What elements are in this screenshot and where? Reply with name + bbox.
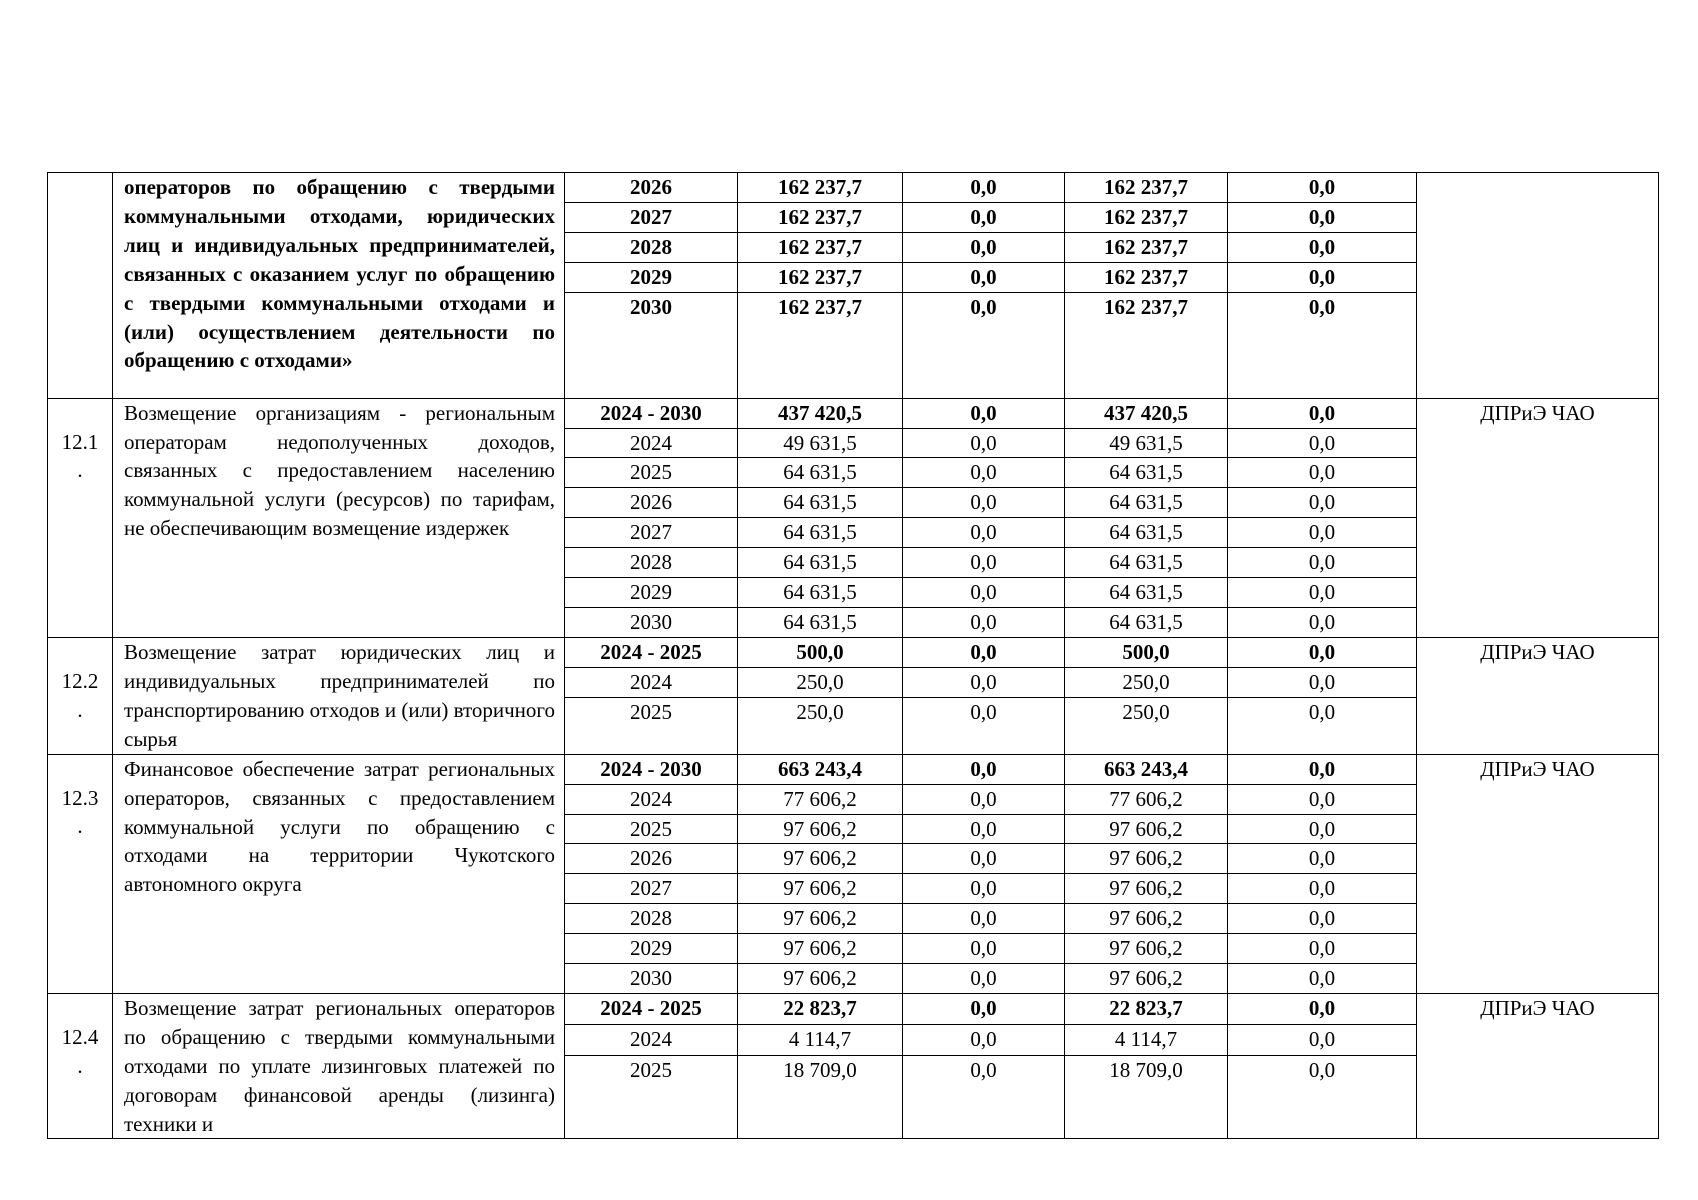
total-cell: 4 114,7 xyxy=(738,1024,903,1055)
other-cell: 0,0 xyxy=(1228,934,1417,964)
regional-cell: 64 631,5 xyxy=(1065,548,1228,578)
responsible-cell: ДПРиЭ ЧАО xyxy=(1417,754,1659,993)
item-number: 12.2 xyxy=(61,668,99,693)
federal-cell: 0,0 xyxy=(903,1024,1065,1055)
total-cell: 64 631,5 xyxy=(738,488,903,518)
total-cell: 18 709,0 xyxy=(738,1055,903,1139)
federal-cell: 0,0 xyxy=(903,292,1065,398)
federal-cell: 0,0 xyxy=(903,814,1065,844)
item-name: Возмещение организациям - региональным операторам недополученных доходов, связанных с предоставлением населению коммунальной услуги (ресурсов) по тарифам, не обеспечивающим возмещение издержек xyxy=(113,398,565,637)
item-name: Возмещение затрат юридических лиц и индивидуальных предпринимателей по транспортированию отходов и (или) вторичного сырья xyxy=(113,637,565,754)
regional-cell: 500,0 xyxy=(1065,637,1228,667)
other-cell: 0,0 xyxy=(1228,173,1417,203)
year-cell: 2029 xyxy=(565,934,738,964)
other-cell: 0,0 xyxy=(1228,637,1417,667)
federal-cell: 0,0 xyxy=(903,993,1065,1024)
year-cell: 2024 xyxy=(565,1024,738,1055)
item-name: операторов по обращению с твердыми коммунальными отходами, юридических лиц и индивидуальных предпринимателей, связанных с оказанием услуг по обращению с твердыми коммунальными отходами и (или) осуществлением деятельности по обращению с отходами» xyxy=(113,173,565,399)
regional-cell: 162 237,7 xyxy=(1065,292,1228,398)
responsible-cell xyxy=(1417,173,1659,399)
regional-cell: 97 606,2 xyxy=(1065,814,1228,844)
regional-cell: 162 237,7 xyxy=(1065,202,1228,232)
year-cell: 2026 xyxy=(565,488,738,518)
other-cell: 0,0 xyxy=(1228,232,1417,262)
regional-cell: 22 823,7 xyxy=(1065,993,1228,1024)
federal-cell: 0,0 xyxy=(903,458,1065,488)
total-cell: 250,0 xyxy=(738,697,903,754)
federal-cell: 0,0 xyxy=(903,784,1065,814)
item-name: Финансовое обеспечение затрат региональных операторов, связанных с предоставлением коммунальной услуги по обращению с отходами на территории Чукотского автономного округа xyxy=(113,754,565,993)
other-cell: 0,0 xyxy=(1228,262,1417,292)
year-cell: 2024 - 2030 xyxy=(565,754,738,784)
regional-cell: 64 631,5 xyxy=(1065,607,1228,637)
regional-cell: 162 237,7 xyxy=(1065,173,1228,203)
total-cell: 500,0 xyxy=(738,637,903,667)
other-cell: 0,0 xyxy=(1228,458,1417,488)
other-cell: 0,0 xyxy=(1228,697,1417,754)
total-cell: 64 631,5 xyxy=(738,578,903,608)
item-number-cell xyxy=(48,173,113,399)
other-cell: 0,0 xyxy=(1228,904,1417,934)
item-number: 12.4 xyxy=(61,1024,99,1049)
year-cell: 2028 xyxy=(565,232,738,262)
total-cell: 77 606,2 xyxy=(738,784,903,814)
other-cell: 0,0 xyxy=(1228,844,1417,874)
regional-cell: 250,0 xyxy=(1065,667,1228,697)
item-number-cell xyxy=(48,398,113,637)
other-cell: 0,0 xyxy=(1228,578,1417,608)
item-number-suffix: . xyxy=(77,814,83,839)
table-row xyxy=(48,398,1659,428)
regional-cell: 64 631,5 xyxy=(1065,488,1228,518)
other-cell: 0,0 xyxy=(1228,488,1417,518)
total-cell: 162 237,7 xyxy=(738,292,903,398)
other-cell: 0,0 xyxy=(1228,754,1417,784)
table-row xyxy=(48,993,1659,1024)
total-cell: 97 606,2 xyxy=(738,964,903,994)
other-cell: 0,0 xyxy=(1228,784,1417,814)
federal-cell: 0,0 xyxy=(903,667,1065,697)
item-number-cell xyxy=(48,637,113,754)
total-cell: 64 631,5 xyxy=(738,458,903,488)
year-cell: 2030 xyxy=(565,964,738,994)
other-cell: 0,0 xyxy=(1228,518,1417,548)
item-name: Возмещение затрат региональных операторов по обращению с твердыми коммунальными отходами по уплате лизинговых платежей по договорам финансовой аренды (лизинга) техники и xyxy=(113,993,565,1139)
year-cell: 2029 xyxy=(565,262,738,292)
regional-cell: 18 709,0 xyxy=(1065,1055,1228,1139)
responsible-cell: ДПРиЭ ЧАО xyxy=(1417,637,1659,754)
responsible-cell: ДПРиЭ ЧАО xyxy=(1417,993,1659,1139)
total-cell: 162 237,7 xyxy=(738,232,903,262)
year-cell: 2029 xyxy=(565,578,738,608)
regional-cell: 64 631,5 xyxy=(1065,518,1228,548)
year-cell: 2030 xyxy=(565,607,738,637)
regional-cell: 97 606,2 xyxy=(1065,904,1228,934)
year-cell: 2024 - 2025 xyxy=(565,993,738,1024)
federal-cell: 0,0 xyxy=(903,964,1065,994)
table-row xyxy=(48,173,1659,203)
other-cell: 0,0 xyxy=(1228,964,1417,994)
other-cell: 0,0 xyxy=(1228,548,1417,578)
total-cell: 162 237,7 xyxy=(738,202,903,232)
year-cell: 2028 xyxy=(565,904,738,934)
regional-cell: 437 420,5 xyxy=(1065,398,1228,428)
other-cell: 0,0 xyxy=(1228,667,1417,697)
regional-cell: 97 606,2 xyxy=(1065,964,1228,994)
federal-cell: 0,0 xyxy=(903,934,1065,964)
federal-cell: 0,0 xyxy=(903,754,1065,784)
other-cell: 0,0 xyxy=(1228,874,1417,904)
year-cell: 2024 - 2025 xyxy=(565,637,738,667)
table-row xyxy=(48,637,1659,667)
total-cell: 162 237,7 xyxy=(738,262,903,292)
year-cell: 2026 xyxy=(565,844,738,874)
total-cell: 663 243,4 xyxy=(738,754,903,784)
other-cell: 0,0 xyxy=(1228,1055,1417,1139)
other-cell: 0,0 xyxy=(1228,993,1417,1024)
federal-cell: 0,0 xyxy=(903,262,1065,292)
year-cell: 2024 - 2030 xyxy=(565,398,738,428)
regional-cell: 77 606,2 xyxy=(1065,784,1228,814)
total-cell: 162 237,7 xyxy=(738,173,903,203)
federal-cell: 0,0 xyxy=(903,607,1065,637)
item-number-cell xyxy=(48,754,113,993)
budget-table xyxy=(47,172,1659,1139)
other-cell: 0,0 xyxy=(1228,398,1417,428)
table-row xyxy=(48,754,1659,784)
other-cell: 0,0 xyxy=(1228,607,1417,637)
total-cell: 250,0 xyxy=(738,667,903,697)
year-cell: 2025 xyxy=(565,1055,738,1139)
year-cell: 2026 xyxy=(565,173,738,203)
total-cell: 64 631,5 xyxy=(738,548,903,578)
year-cell: 2025 xyxy=(565,814,738,844)
federal-cell: 0,0 xyxy=(903,232,1065,262)
regional-cell: 97 606,2 xyxy=(1065,844,1228,874)
federal-cell: 0,0 xyxy=(903,428,1065,458)
federal-cell: 0,0 xyxy=(903,578,1065,608)
year-cell: 2027 xyxy=(565,874,738,904)
regional-cell: 162 237,7 xyxy=(1065,262,1228,292)
other-cell: 0,0 xyxy=(1228,814,1417,844)
total-cell: 97 606,2 xyxy=(738,844,903,874)
federal-cell: 0,0 xyxy=(903,548,1065,578)
regional-cell: 4 114,7 xyxy=(1065,1024,1228,1055)
item-number-suffix: . xyxy=(77,1053,83,1078)
total-cell: 97 606,2 xyxy=(738,814,903,844)
year-cell: 2030 xyxy=(565,292,738,398)
federal-cell: 0,0 xyxy=(903,874,1065,904)
total-cell: 437 420,5 xyxy=(738,398,903,428)
total-cell: 64 631,5 xyxy=(738,518,903,548)
other-cell: 0,0 xyxy=(1228,202,1417,232)
total-cell: 97 606,2 xyxy=(738,874,903,904)
federal-cell: 0,0 xyxy=(903,398,1065,428)
federal-cell: 0,0 xyxy=(903,202,1065,232)
federal-cell: 0,0 xyxy=(903,173,1065,203)
federal-cell: 0,0 xyxy=(903,697,1065,754)
other-cell: 0,0 xyxy=(1228,1024,1417,1055)
total-cell: 97 606,2 xyxy=(738,934,903,964)
federal-cell: 0,0 xyxy=(903,844,1065,874)
federal-cell: 0,0 xyxy=(903,488,1065,518)
item-number: 12.1 xyxy=(61,429,99,454)
year-cell: 2027 xyxy=(565,518,738,548)
year-cell: 2024 xyxy=(565,428,738,458)
regional-cell: 49 631,5 xyxy=(1065,428,1228,458)
total-cell: 22 823,7 xyxy=(738,993,903,1024)
year-cell: 2028 xyxy=(565,548,738,578)
item-number-cell xyxy=(48,993,113,1139)
total-cell: 64 631,5 xyxy=(738,607,903,637)
federal-cell: 0,0 xyxy=(903,518,1065,548)
total-cell: 49 631,5 xyxy=(738,428,903,458)
total-cell: 97 606,2 xyxy=(738,904,903,934)
year-cell: 2027 xyxy=(565,202,738,232)
year-cell: 2025 xyxy=(565,697,738,754)
federal-cell: 0,0 xyxy=(903,637,1065,667)
regional-cell: 97 606,2 xyxy=(1065,934,1228,964)
regional-cell: 97 606,2 xyxy=(1065,874,1228,904)
regional-cell: 64 631,5 xyxy=(1065,458,1228,488)
regional-cell: 64 631,5 xyxy=(1065,578,1228,608)
regional-cell: 663 243,4 xyxy=(1065,754,1228,784)
other-cell: 0,0 xyxy=(1228,292,1417,398)
item-number-suffix: . xyxy=(77,697,83,722)
item-number-suffix: . xyxy=(77,458,83,483)
responsible-cell: ДПРиЭ ЧАО xyxy=(1417,398,1659,637)
regional-cell: 250,0 xyxy=(1065,697,1228,754)
year-cell: 2024 xyxy=(565,784,738,814)
regional-cell: 162 237,7 xyxy=(1065,232,1228,262)
federal-cell: 0,0 xyxy=(903,1055,1065,1139)
year-cell: 2024 xyxy=(565,667,738,697)
item-number: 12.3 xyxy=(61,785,99,810)
other-cell: 0,0 xyxy=(1228,428,1417,458)
year-cell: 2025 xyxy=(565,458,738,488)
federal-cell: 0,0 xyxy=(903,904,1065,934)
